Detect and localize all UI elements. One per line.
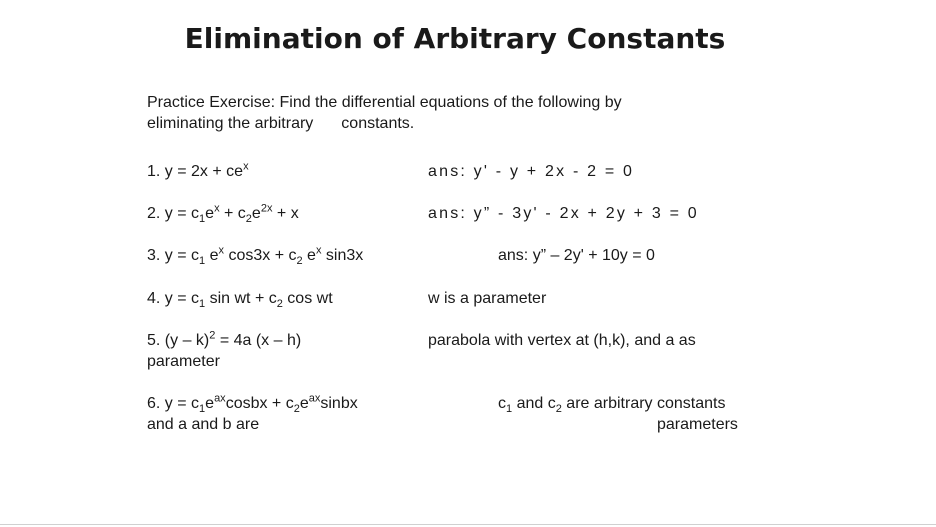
problem-4-equation xyxy=(147,288,333,309)
eq-text: + c xyxy=(219,205,246,222)
eq-text: cosbx + c xyxy=(225,395,294,412)
problem-1-answer: ans: y' - y + 2x - 2 = 0 xyxy=(428,163,635,180)
problem-2-equation xyxy=(147,203,299,224)
problem-2-answer: ans: y” - 3y' - 2x + 2y + 3 = 0 xyxy=(428,205,699,222)
problem-number: 1. xyxy=(147,163,161,180)
subscript: 1 xyxy=(506,403,513,416)
eq-text: y = c xyxy=(164,247,200,264)
problem-4-note: w is a parameter xyxy=(428,290,547,307)
eq-text: + x xyxy=(272,205,299,222)
subscript: 1 xyxy=(199,213,206,226)
eq-text: e xyxy=(299,395,309,412)
problem-number: 2. xyxy=(147,205,161,222)
slide-title: Elimination of Arbitrary Constants xyxy=(184,22,726,55)
subscript: 2 xyxy=(245,213,252,226)
problem-number: 5. xyxy=(147,332,161,349)
problem-number: 4. xyxy=(147,290,161,307)
subscript: 1 xyxy=(199,298,206,311)
note-text: and c xyxy=(512,395,556,412)
eq-text: = 4a (x – h) xyxy=(215,332,302,349)
eq-text: y = c xyxy=(164,205,200,222)
subscript: 2 xyxy=(276,298,283,311)
eq-text: e xyxy=(205,205,215,222)
eq-text: y = c xyxy=(164,290,200,307)
eq-text: y = c xyxy=(164,395,200,412)
eq-text: e xyxy=(205,247,219,264)
superscript: x xyxy=(218,244,224,257)
superscript: 2 xyxy=(209,329,216,342)
eq-text: sin wt + c xyxy=(205,290,277,307)
problem-number: 6. xyxy=(147,395,161,412)
problem-6-line-2: and a and b are xyxy=(147,416,260,433)
eq-text: y = 2x + ce xyxy=(164,163,244,180)
subscript: 2 xyxy=(555,403,562,416)
eq-text: e xyxy=(302,247,316,264)
problem-5-line-2: parameter xyxy=(147,353,220,370)
superscript: x xyxy=(315,244,322,257)
eq-text: e xyxy=(205,395,215,412)
eq-text: (y – k) xyxy=(164,332,210,349)
slide-bottom-border xyxy=(0,524,936,525)
problem-6-note xyxy=(498,393,725,414)
problem-number: 3. xyxy=(147,247,161,264)
problem-5-equation xyxy=(147,330,301,372)
eq-text: cos wt xyxy=(282,290,333,307)
eq-text: sin3x xyxy=(321,247,364,264)
problem-5-note: parabola with vertex at (h,k), and a as xyxy=(428,332,696,349)
eq-text: sinbx xyxy=(320,395,358,412)
subscript: 2 xyxy=(296,255,303,268)
subscript: 2 xyxy=(293,403,300,416)
intro-text xyxy=(147,92,707,134)
intro-line-1: Practice Exercise: Find the differential equations of the following by xyxy=(147,94,622,111)
problem-6-note-line-2: parameters xyxy=(657,416,738,433)
superscript: ax xyxy=(214,392,226,405)
subscript: 1 xyxy=(199,255,206,268)
superscript: x xyxy=(243,160,249,173)
intro-line-2a: eliminating the arbitrary xyxy=(147,115,314,132)
eq-text: e xyxy=(251,205,261,222)
note-text: c xyxy=(498,395,506,412)
superscript: 2x xyxy=(260,202,273,215)
superscript: x xyxy=(214,202,220,215)
superscript: ax xyxy=(308,392,321,405)
problem-3-equation xyxy=(147,245,363,266)
problem-6-equation xyxy=(147,393,358,435)
intro-line-2b: constants. xyxy=(341,115,415,132)
subscript: 1 xyxy=(199,403,206,416)
eq-text: cos3x + c xyxy=(224,247,297,264)
problem-1-equation xyxy=(147,161,249,182)
problem-3-answer: ans: y” – 2y' + 10y = 0 xyxy=(498,247,655,264)
note-text: are arbitrary constants xyxy=(561,395,726,412)
